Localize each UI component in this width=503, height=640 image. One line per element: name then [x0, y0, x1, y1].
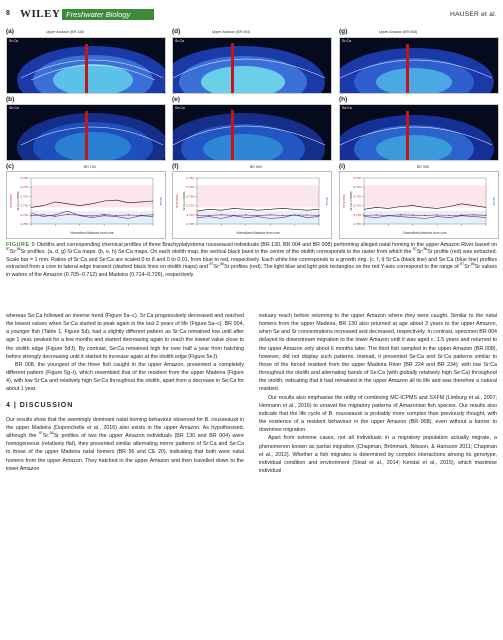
profile-chart-svg — [340, 172, 498, 238]
sr86-data-point — [128, 214, 129, 215]
y-tick-label: 0.715 — [353, 203, 361, 208]
sr86-data-point — [55, 216, 56, 217]
y-tick-label: 0.710 — [20, 212, 28, 217]
y-axis-label-ratio: 87Sr:86Sr — [9, 194, 13, 208]
x-axis-label: Normalized distance from core — [403, 231, 447, 235]
sr86-data-point — [412, 214, 413, 215]
sr86-data-point — [257, 215, 258, 216]
y-tick-label: 0.725 — [186, 185, 194, 190]
sr86-data-point — [67, 214, 68, 215]
panel-title-f: BR 004 — [250, 165, 262, 169]
y-tick-label: 0.705 — [186, 222, 194, 226]
sr86-data-point — [400, 214, 401, 215]
panel-column-br008 — [339, 28, 497, 238]
y-axis-label-right: Se:Ca — [159, 196, 163, 206]
otolith-map-image — [7, 105, 165, 160]
y-tick-label: 0.715 — [186, 203, 194, 208]
otolith-map-image — [340, 105, 498, 160]
otolith-map-image — [173, 105, 331, 160]
profile-chart-br004 — [172, 171, 332, 239]
y-axis-label-ratio: 87Sr:86Sr — [175, 194, 179, 208]
profile-chart-br008 — [339, 171, 499, 239]
sr86-data-point — [221, 214, 222, 215]
sr86-data-point — [245, 214, 246, 215]
map-element-label: Se:Ca — [9, 106, 19, 110]
body-column-right — [259, 312, 497, 475]
y-axis-label-right: Se:Ca — [325, 196, 329, 206]
body-paragraph: Apart from extreme cases, not all individuals in a migratory population actually migrate, a phenomenon known as partial migration (Chapman, Brönmark, Nilsson, & Hansson 2011; Chapman et al., 2012). Whether a fish migrates is determined by complex interactions among its genotype, individual condition and environment (Sloat et al., 2014; Kendal et al., 2015), which maximise individual — [259, 435, 497, 474]
panel-label-g: (g) — [339, 28, 348, 35]
sr86-data-point — [424, 215, 425, 216]
figure-5 — [6, 28, 497, 238]
sr86-data-point — [282, 215, 283, 216]
panel-label-h: (h) — [339, 96, 348, 103]
otolith-map-seca-br004 — [172, 104, 332, 161]
sr86-data-point — [43, 214, 44, 215]
profile-chart-br130 — [6, 171, 166, 239]
panel-label-b: (b) — [6, 96, 15, 103]
body-paragraph: Our results show that the seemingly dominant natal homing behaviour observed for B. rousseauxii in the upper Madeira (Duponchelle et al., 2016) also exists in the upper Amazon. As hypothesised, although the $^{87}$Sr:$^{86}$Sr profiles of two the upper Amazon individuals (BR 130 and BR 004) were homogeneous (relatively flat), they presented similar alternating mirror patterns of Sr:Ca and Se:Ca to those of the upper Madeira natal homers (BR 56 and CE 20), indicating that both were natal homers from the upper Amazon. They hatched in the upper Amazon and then travelled down to the lower Amazon — [6, 416, 244, 472]
y-tick-label: 0.720 — [353, 194, 361, 199]
body-paragraph: BR 008, the youngest of the three fish caught in the upper Amazon, presented a completely different pattern (Figure 5g–i), which resembled that of the resident from the upper Madeira (Figure 4), with low Sr:Ca and relatively high Se:Ca throughout the otolith, apart from a decrease in Se:Ca for about 1 year. — [6, 361, 244, 393]
amazon-range-band — [364, 211, 486, 224]
sr86-data-point — [152, 214, 153, 215]
otolith-map-srca-br130 — [6, 37, 166, 94]
otolith-map-seca-br130 — [6, 104, 166, 161]
y-axis-label-left: Sr:Ca (×1000) — [182, 191, 186, 211]
srca-profile-line — [197, 208, 319, 211]
body-paragraph: Our results also emphasise the utility of combining MC-ICPMS and SXFM (Limburg et al., 2007; Hermann et al., 2016) to unravel the migratory patterns of Amazonian fish species. Our results also indicate that the life cycle of B. rousseauxii is probably more complex than previously thought, with the existence of a resident behaviour in the upper Amazon (BR 008), even without a barrier to downriver migration. — [259, 394, 497, 434]
sr86-data-point — [270, 214, 271, 215]
x-axis-label: Normalized distance from core — [236, 231, 280, 235]
sr86-data-point — [376, 214, 377, 215]
sr86-data-point — [30, 215, 31, 216]
y-tick-label: 0.730 — [186, 176, 194, 180]
sr86-data-point — [91, 215, 92, 216]
figure-caption — [6, 242, 497, 279]
y-axis-label-ratio: 87Sr:86Sr — [342, 194, 346, 208]
map-element-label: Se:Ca — [342, 106, 352, 110]
page-number: 8 — [6, 10, 10, 17]
caption-text: Otoliths and corresponding chemical profiles of three Brachyplatystoma rousseauxii individuals (BR 130, BR 004 and BR 008) performing alleged natal homing in the upper Amazon River based on $^{87}$Sr:$^{86}$Sr profiles. (a, d, g) Sr:Ca maps. (b, e, h) Se:Ca maps. On each otolith map, the vertical black band in the centre of the otolith corresponds to the raster from which the $^{87}$Sr:$^{86}$Sr profile (red) was extracted. Scale bar = 1 mm. Ratios of Sr:Ca and Se:Ca are scaled 0 to 8 and 0 to 0.01, from blue to red, respectively. Each white line corresponds to a growth ring. (c, f, i) Sr:Ca (black line) and Se:Ca (blue line) profiles extracted from a core to lateral edge transect (dashed black lines on otolith maps) and $^{87}$Sr:$^{86}$Sr profiles (red). The light blue and light pink rectangles on the red Y-axis correspond to the range of $^{87}$Sr:$^{86}$Sr values in waters of the Amazon (0.705–0.712) and Madeira (0.714–0.726), respectively — [6, 242, 498, 278]
map-element-label: Sr:Ca — [342, 39, 351, 43]
sr86-data-point — [449, 215, 450, 216]
panel-title-a: Upper Amazon (BR 130) — [46, 30, 85, 34]
sr86-data-point — [437, 214, 438, 215]
map-element-label: Sr:Ca — [9, 39, 18, 43]
map-element-label: Sr:Ca — [175, 39, 184, 43]
y-tick-label: 0.725 — [353, 185, 361, 190]
sr86-data-point — [196, 214, 197, 215]
y-axis-label-left: Sr:Ca (×1000) — [349, 191, 353, 211]
map-element-label: Se:Ca — [175, 106, 185, 110]
panel-title-c: BR 130 — [84, 165, 96, 169]
running-head: HAUSER et al. — [450, 11, 497, 18]
sr86-data-point — [116, 215, 117, 216]
y-axis-label-right: Se:Ca — [492, 196, 496, 206]
sr86-data-point — [104, 214, 105, 215]
profile-chart-svg — [7, 172, 165, 238]
madeira-range-band — [31, 185, 153, 207]
madeira-range-band — [197, 185, 319, 207]
page-header — [6, 8, 497, 24]
otolith-map-srca-br004 — [172, 37, 332, 94]
sr86-data-point — [318, 215, 319, 216]
profile-chart-svg — [173, 172, 331, 238]
y-tick-label: 0.705 — [353, 222, 361, 226]
panel-label-d: (d) — [172, 28, 181, 35]
publisher-logo: WILEY — [20, 8, 61, 20]
journal-name: Freshwater Biology — [62, 9, 154, 20]
body-column-left — [6, 312, 244, 473]
y-axis-label-left: Sr:Ca (×1000) — [16, 191, 20, 211]
y-tick-label: 0.705 — [20, 222, 28, 226]
otolith-map-image — [173, 38, 331, 93]
panel-title-d: Upper Amazon (BR 004) — [212, 30, 251, 34]
otolith-map-image — [7, 38, 165, 93]
panel-label-f: (f) — [172, 163, 179, 170]
y-tick-label: 0.725 — [20, 185, 28, 190]
otolith-map-seca-br008 — [339, 104, 499, 161]
otolith-map-srca-br008 — [339, 37, 499, 94]
body-paragraph: whereas Se:Ca followed an inverse trend (Figure 5a–c). Sr:Ca progressively decreased and reached the lowest values when Se:Ca started to peak again in the last 2 years of life (Figure 5a–c). BR 004, a younger fish (Table 1, Figure 5d), had a slightly different pattern as Sr:Ca remained low until after age 1 year, peaked for a few months and started decreasing again to reach the lowest value close to the otolith edge (Figure 5d,f). By contrast, Se:Ca remained high for over half a year from hatching before strongly decreasing until it started to increase again at the otolith edge (Figure 5e,f). — [6, 313, 244, 360]
panel-column-br130 — [6, 28, 164, 238]
x-axis-label: Normalized distance from core — [70, 231, 114, 235]
panel-label-a: (a) — [6, 28, 14, 35]
y-tick-label: 0.710 — [186, 212, 194, 217]
section-heading: 4 | DISCUSSION — [6, 401, 74, 409]
panel-label-c: (c) — [6, 163, 14, 170]
madeira-range-band — [364, 185, 486, 207]
sr86-data-point — [306, 214, 307, 215]
caption-label: FIGURE 5 — [6, 242, 36, 248]
panel-label-i: (i) — [339, 163, 346, 170]
sr86-data-point — [485, 215, 486, 216]
panel-column-br004 — [172, 28, 330, 238]
panel-title-i: BR 008 — [417, 165, 429, 169]
sr86-data-point — [209, 215, 210, 216]
y-tick-label: 0.715 — [20, 203, 28, 208]
y-tick-label: 0.720 — [186, 194, 194, 199]
y-tick-label: 0.710 — [353, 212, 361, 217]
sr86-data-point — [363, 215, 364, 216]
panel-title-g: Upper Amazon (BR 008) — [379, 30, 418, 34]
otolith-map-image — [340, 38, 498, 93]
y-tick-label: 0.720 — [20, 194, 28, 199]
sr86-data-point — [473, 214, 474, 215]
y-tick-label: 0.730 — [353, 176, 361, 180]
body-paragraph: estuary reach before returning to the upper Amazon where they were caught. Similar to the natal homers from the upper Madeira, BR 130 also returned at age about 3 years to the upper Amazon, when Se and Sr concentrations increased and decreased, respectively. In contrast, specimen BR 004 delayed its downstream migration to the lower Amazon until it was aged c. 1.5 years and returned to the upper Amazon only about 6 months later. The third fish sampled in the upper Amazon (BR 008), however, did not display such patterns. Instead, it presented Se:Ca and Sr:Ca patterns similar to those of the forced resident from the upper Madeira River (BR 224 and BR 234): with low Sr:Ca throughout the otolith and alternating bands of Se:Ca (with globally relatively high Se:Ca) throughout the otolith, indicating that it had remained in the upper Amazon all its life and was therefore a natural resident. — [259, 313, 497, 393]
panel-label-e: (e) — [172, 96, 180, 103]
y-tick-label: 0.730 — [20, 176, 28, 180]
